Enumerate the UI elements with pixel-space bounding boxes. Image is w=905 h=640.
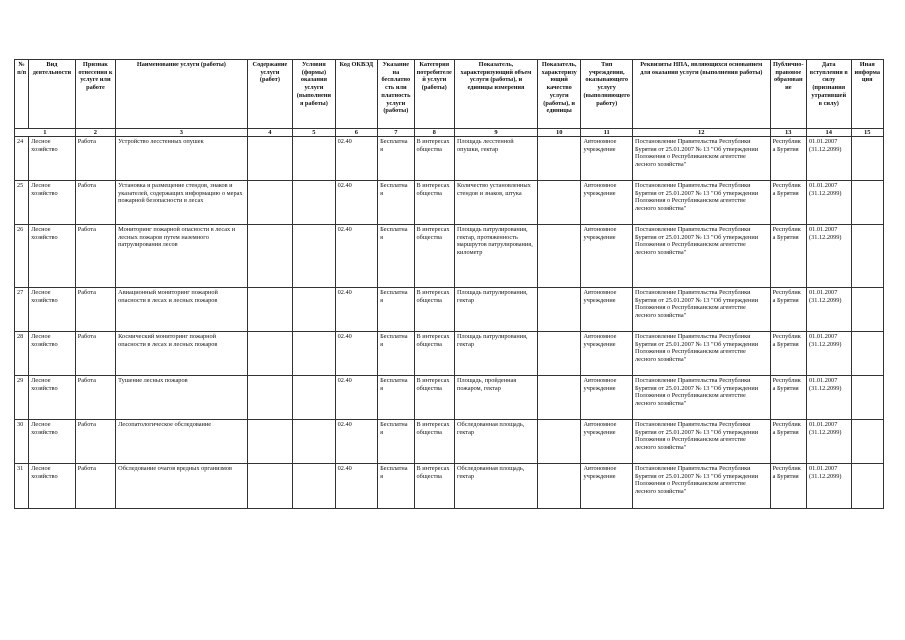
public-entity-cell: Республик а Бурятия [770, 181, 806, 225]
volume-indicator-cell: Площадь патрулирования, гектар, протяженность маршрутов патрулирования, километр [454, 225, 537, 288]
volume-indicator-cell: Количество установленных стендов и знаков, штука [454, 181, 537, 225]
content-cell [247, 137, 293, 181]
service-name-cell: Лесопатологическое обследование [116, 420, 248, 464]
payment-cell: Бесплатна я [378, 332, 414, 376]
work-type-cell: Работа [75, 225, 115, 288]
other-info-cell [851, 137, 884, 181]
row-number: 24 [15, 137, 29, 181]
header-cell: Дата вступления в силу (признания утратившей в силу) [807, 60, 852, 129]
row-number: 25 [15, 181, 29, 225]
legal-basis-cell: Постановление Правительства Республики Бурятия от 25.01.2007 № 13 "Об утверждении Положения о Республиканском агентстве лесного хозяйства" [633, 288, 771, 332]
row-number: 29 [15, 376, 29, 420]
okved-code-cell: 02.40 [335, 420, 377, 464]
conditions-cell [293, 181, 335, 225]
work-type-cell: Работа [75, 332, 115, 376]
column-number: 10 [537, 129, 581, 137]
work-type-cell: Работа [75, 464, 115, 509]
column-number: 13 [770, 129, 806, 137]
effective-date-cell: 01.01.2007 (31.12.2099) [807, 332, 852, 376]
row-number: 28 [15, 332, 29, 376]
work-type-cell: Работа [75, 288, 115, 332]
column-number: 6 [335, 129, 377, 137]
header-cell: Публично-правовое образование [770, 60, 806, 129]
other-info-cell [851, 225, 884, 288]
column-number-row [15, 129, 884, 137]
work-type-cell: Работа [75, 137, 115, 181]
consumers-cell: В интересах общества [414, 420, 454, 464]
conditions-cell [293, 288, 335, 332]
consumers-cell: В интересах общества [414, 332, 454, 376]
institution-type-cell: Автономное учреждение [581, 332, 633, 376]
activity-cell: Лесное хозяйство [29, 376, 76, 420]
conditions-cell [293, 137, 335, 181]
column-number: 14 [807, 129, 852, 137]
header-row [15, 60, 884, 129]
other-info-cell [851, 181, 884, 225]
other-info-cell [851, 464, 884, 509]
header-cell: Признак отнесения к услуге или работе [75, 60, 115, 129]
column-number: 5 [293, 129, 335, 137]
header-cell: Реквизиты НПА, являющихся основанием для оказания услуги (выполнения работы) [633, 60, 771, 129]
conditions-cell [293, 464, 335, 509]
table-row [15, 420, 884, 464]
other-info-cell [851, 376, 884, 420]
public-entity-cell: Республик а Бурятия [770, 332, 806, 376]
header-cell: Вид деятельности [29, 60, 76, 129]
column-number: 12 [633, 129, 771, 137]
activity-cell: Лесное хозяйство [29, 420, 76, 464]
activity-cell: Лесное хозяйство [29, 464, 76, 509]
institution-type-cell: Автономное учреждение [581, 225, 633, 288]
column-number: 4 [247, 129, 293, 137]
content-cell [247, 181, 293, 225]
consumers-cell: В интересах общества [414, 376, 454, 420]
work-type-cell: Работа [75, 181, 115, 225]
service-name-cell: Тушение лесных пожаров [116, 376, 248, 420]
okved-code-cell: 02.40 [335, 137, 377, 181]
conditions-cell [293, 225, 335, 288]
header-cell: Код ОКВЭД [335, 60, 377, 129]
institution-type-cell: Автономное учреждение [581, 288, 633, 332]
activity-cell: Лесное хозяйство [29, 181, 76, 225]
quality-indicator-cell [537, 181, 581, 225]
institution-type-cell: Автономное учреждение [581, 376, 633, 420]
institution-type-cell: Автономное учреждение [581, 464, 633, 509]
payment-cell: Бесплатна я [378, 464, 414, 509]
table-row [15, 137, 884, 181]
payment-cell: Бесплатна я [378, 225, 414, 288]
volume-indicator-cell: Площадь лесстенной опушки, гектар [454, 137, 537, 181]
service-name-cell: Авиационный мониторинг пожарной опасности в лесах и лесных пожаров [116, 288, 248, 332]
payment-cell: Бесплатна я [378, 137, 414, 181]
effective-date-cell: 01.01.2007 (31.12.2099) [807, 288, 852, 332]
consumers-cell: В интересах общества [414, 181, 454, 225]
consumers-cell: В интересах общества [414, 288, 454, 332]
effective-date-cell: 01.01.2007 (31.12.2099) [807, 464, 852, 509]
volume-indicator-cell: Обследованная площадь, гектар [454, 464, 537, 509]
institution-type-cell: Автономное учреждение [581, 137, 633, 181]
header-cell: Указание на бесплатность или платность услуги (работы) [378, 60, 414, 129]
header-cell: Условия (формы) оказания услуги (выполнения работы) [293, 60, 335, 129]
work-type-cell: Работа [75, 420, 115, 464]
quality-indicator-cell [537, 464, 581, 509]
content-cell [247, 376, 293, 420]
other-info-cell [851, 420, 884, 464]
legal-basis-cell: Постановление Правительства Республики Бурятия от 25.01.2007 № 13 "Об утверждении Положения о Республиканском агентстве лесного хозяйства" [633, 376, 771, 420]
quality-indicator-cell [537, 420, 581, 464]
okved-code-cell: 02.40 [335, 225, 377, 288]
header-cell: Наименование услуги (работы) [116, 60, 248, 129]
okved-code-cell: 02.40 [335, 464, 377, 509]
content-cell [247, 288, 293, 332]
service-name-cell: Устройство лесстенных опушек [116, 137, 248, 181]
effective-date-cell: 01.01.2007 (31.12.2099) [807, 137, 852, 181]
conditions-cell [293, 376, 335, 420]
payment-cell: Бесплатна я [378, 181, 414, 225]
column-number: 3 [116, 129, 248, 137]
activity-cell: Лесное хозяйство [29, 137, 76, 181]
public-entity-cell: Республик а Бурятия [770, 420, 806, 464]
column-number: 1 [15, 129, 76, 137]
payment-cell: Бесплатна я [378, 288, 414, 332]
column-number: 9 [454, 129, 537, 137]
public-entity-cell: Республик а Бурятия [770, 376, 806, 420]
table-row [15, 225, 884, 288]
header-cell: № п/п [15, 60, 29, 129]
service-name-cell: Мониторинг пожарной опасности в лесах и лесных пожаров путем наземного патрулирования лесов [116, 225, 248, 288]
service-name-cell: Космический мониторинг пожарной опасности в лесах и лесных пожаров [116, 332, 248, 376]
header-cell: Тип учреждения, оказывающего услугу (выполняющего работу) [581, 60, 633, 129]
okved-code-cell: 02.40 [335, 288, 377, 332]
payment-cell: Бесплатна я [378, 420, 414, 464]
table-row [15, 181, 884, 225]
table-row [15, 464, 884, 509]
volume-indicator-cell: Площадь, пройденная пожаром, гектар [454, 376, 537, 420]
services-table [14, 59, 884, 509]
work-type-cell: Работа [75, 376, 115, 420]
volume-indicator-cell: Обследованная площадь, гектар [454, 420, 537, 464]
effective-date-cell: 01.01.2007 (31.12.2099) [807, 181, 852, 225]
consumers-cell: В интересах общества [414, 464, 454, 509]
effective-date-cell: 01.01.2007 (31.12.2099) [807, 420, 852, 464]
row-number: 26 [15, 225, 29, 288]
okved-code-cell: 02.40 [335, 181, 377, 225]
volume-indicator-cell: Площадь патрулирования, гектар [454, 332, 537, 376]
legal-basis-cell: Постановление Правительства Республики Бурятия от 25.01.2007 № 13 "Об утверждении Положения о Республиканском агентстве лесного хозяйства" [633, 225, 771, 288]
quality-indicator-cell [537, 137, 581, 181]
legal-basis-cell: Постановление Правительства Республики Бурятия от 25.01.2007 № 13 "Об утверждении Положения о Республиканском агентстве лесного хозяйства" [633, 137, 771, 181]
other-info-cell [851, 332, 884, 376]
activity-cell: Лесное хозяйство [29, 288, 76, 332]
row-number: 31 [15, 464, 29, 509]
table-row [15, 376, 884, 420]
consumers-cell: В интересах общества [414, 225, 454, 288]
content-cell [247, 464, 293, 509]
row-number: 27 [15, 288, 29, 332]
header-cell: Содержание услуги (работ) [247, 60, 293, 129]
legal-basis-cell: Постановление Правительства Республики Бурятия от 25.01.2007 № 13 "Об утверждении Положения о Республиканском агентстве лесного хозяйства" [633, 332, 771, 376]
quality-indicator-cell [537, 332, 581, 376]
table-row [15, 288, 884, 332]
row-number: 30 [15, 420, 29, 464]
okved-code-cell: 02.40 [335, 332, 377, 376]
legal-basis-cell: Постановление Правительства Республики Бурятия от 25.01.2007 № 13 "Об утверждении Положения о Республиканском агентстве лесного хозяйства" [633, 420, 771, 464]
content-cell [247, 332, 293, 376]
content-cell [247, 420, 293, 464]
conditions-cell [293, 332, 335, 376]
column-number: 11 [581, 129, 633, 137]
header-cell: Показатель, характеризующий качество услуги (работы), и единицы [537, 60, 581, 129]
effective-date-cell: 01.01.2007 (31.12.2099) [807, 225, 852, 288]
legal-basis-cell: Постановление Правительства Республики Бурятия от 25.01.2007 № 13 "Об утверждении Положения о Республиканском агентстве лесного хозяйства" [633, 181, 771, 225]
public-entity-cell: Республик а Бурятия [770, 225, 806, 288]
public-entity-cell: Республик а Бурятия [770, 288, 806, 332]
institution-type-cell: Автономное учреждение [581, 181, 633, 225]
content-cell [247, 225, 293, 288]
consumers-cell: В интересах общества [414, 137, 454, 181]
volume-indicator-cell: Площадь патрулирования, гектар [454, 288, 537, 332]
table-row [15, 332, 884, 376]
quality-indicator-cell [537, 376, 581, 420]
okved-code-cell: 02.40 [335, 376, 377, 420]
quality-indicator-cell [537, 288, 581, 332]
public-entity-cell: Республик а Бурятия [770, 464, 806, 509]
service-name-cell: Установка и размещение стендов, знаков и указателей, содержащих информацию о мерах пожарной безопасности в лесах [116, 181, 248, 225]
header-cell: Показатель, характеризующий объем услуги (работы), и единицы измерения [454, 60, 537, 129]
header-cell: Категория потребителей услуги (работы) [414, 60, 454, 129]
payment-cell: Бесплатна я [378, 376, 414, 420]
services-register-sheet [14, 59, 884, 509]
column-number: 8 [414, 129, 454, 137]
header-cell: Иная информация [851, 60, 884, 129]
activity-cell: Лесное хозяйство [29, 332, 76, 376]
quality-indicator-cell [537, 225, 581, 288]
conditions-cell [293, 420, 335, 464]
column-number: 2 [75, 129, 115, 137]
activity-cell: Лесное хозяйство [29, 225, 76, 288]
other-info-cell [851, 288, 884, 332]
institution-type-cell: Автономное учреждение [581, 420, 633, 464]
service-name-cell: Обследование очагов вредных организмов [116, 464, 248, 509]
column-number: 15 [851, 129, 884, 137]
column-number: 7 [378, 129, 414, 137]
effective-date-cell: 01.01.2007 (31.12.2099) [807, 376, 852, 420]
public-entity-cell: Республик а Бурятия [770, 137, 806, 181]
legal-basis-cell: Постановление Правительства Республики Бурятия от 25.01.2007 № 13 "Об утверждении Положения о Республиканском агентстве лесного хозяйства" [633, 464, 771, 509]
